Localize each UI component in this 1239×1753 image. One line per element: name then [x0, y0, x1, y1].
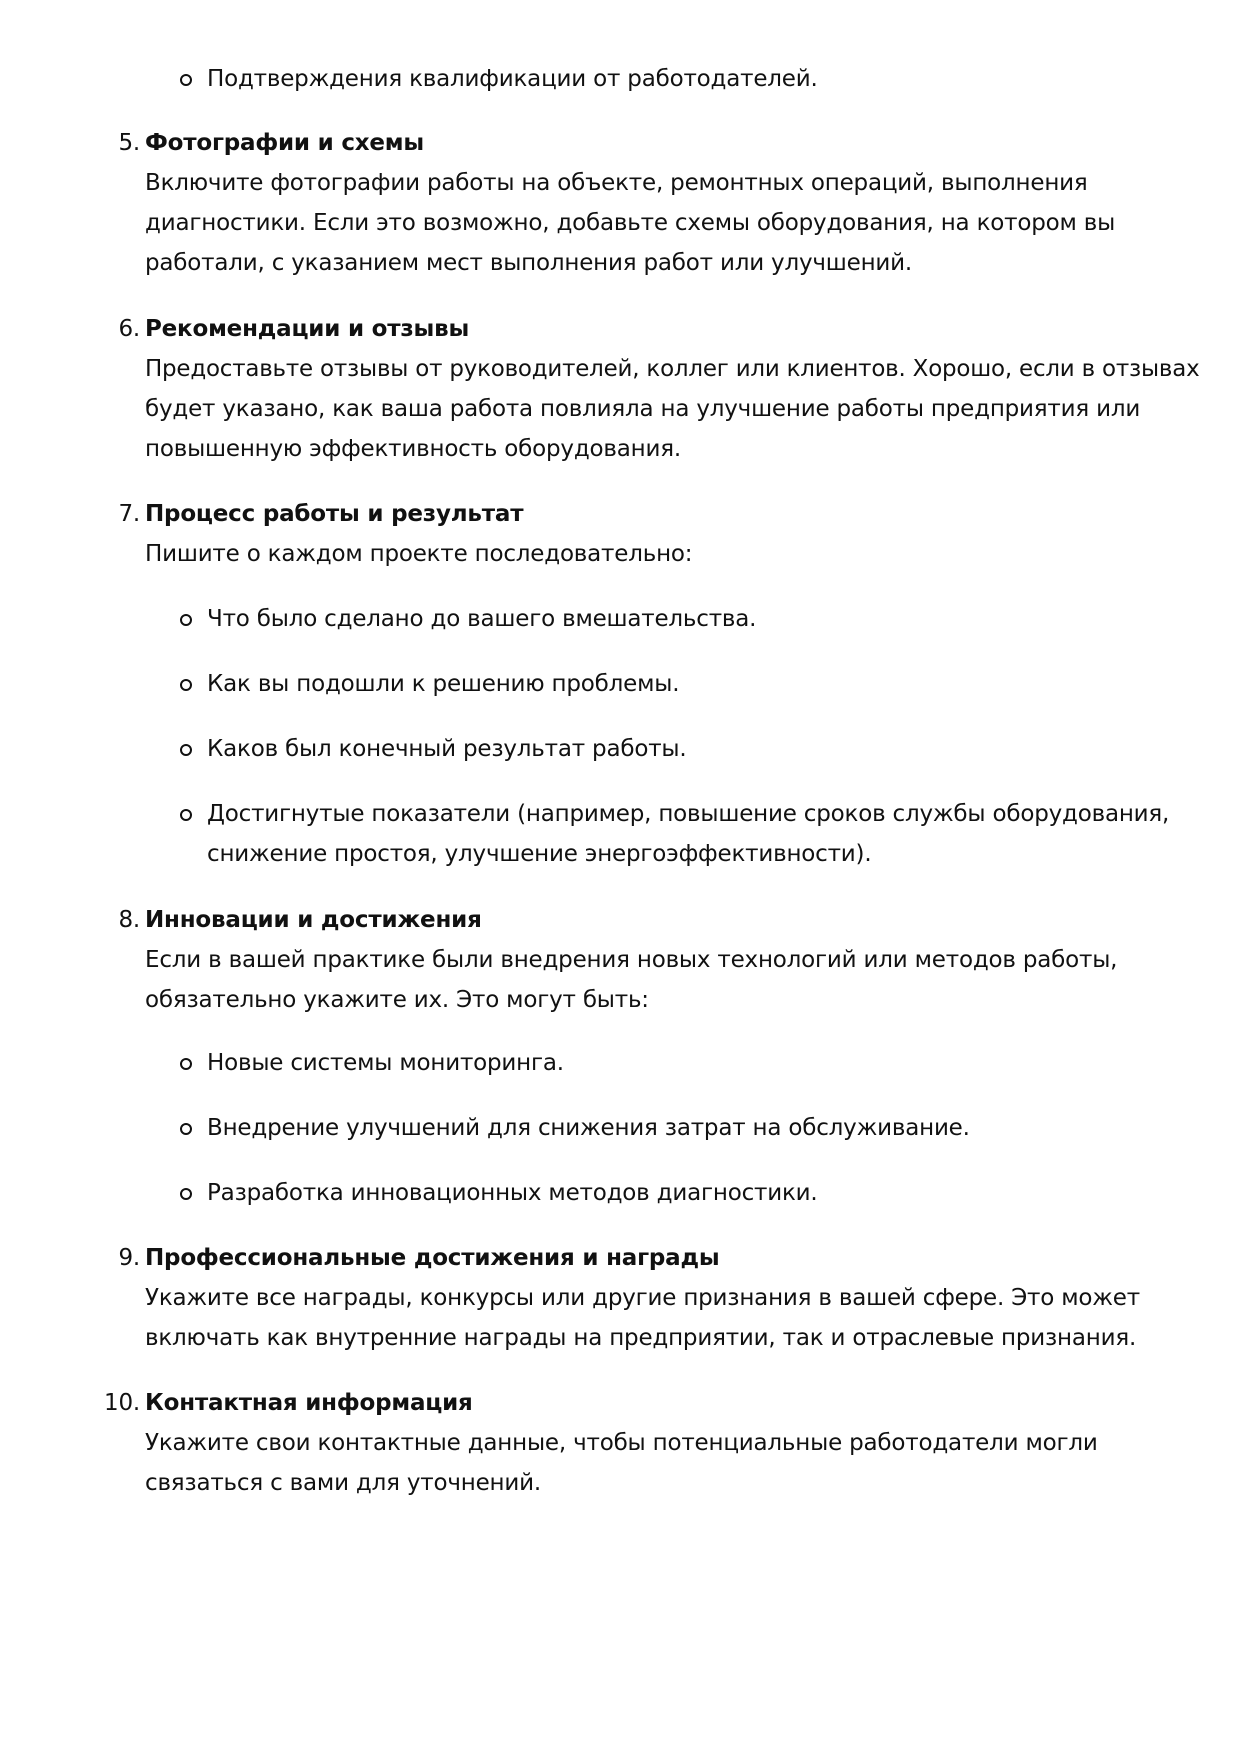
- list-item-text: Разработка инновационных методов диагностики.: [207, 1180, 818, 1206]
- body-line: повышенную эффективность оборудования.: [145, 436, 681, 462]
- section-body: [145, 163, 1115, 283]
- section-body: [145, 1278, 1140, 1358]
- list-item: [207, 729, 686, 769]
- circle-bullet-icon: [180, 74, 192, 86]
- section-number: 9.: [118, 1245, 140, 1271]
- section-number: 6.: [118, 316, 140, 342]
- list-item-text: Как вы подошли к решению проблемы.: [207, 671, 680, 697]
- body-line: обязательно укажите их. Это могут быть:: [145, 987, 649, 1013]
- circle-bullet-icon: [180, 614, 192, 626]
- section-body: [145, 940, 1117, 1020]
- list-item: [207, 794, 1169, 874]
- section-body: [145, 1423, 1098, 1503]
- body-line: Предоставьте отзывы от руководителей, коллег или клиентов. Хорошо, если в отзывах: [145, 356, 1200, 382]
- body-line: связаться с вами для уточнений.: [145, 1470, 541, 1496]
- circle-bullet-icon: [180, 679, 192, 691]
- section-number: 7.: [118, 501, 140, 527]
- list-item-text: Каков был конечный результат работы.: [207, 736, 687, 762]
- list-item: [207, 599, 756, 639]
- list-item-text: Новые системы мониторинга.: [207, 1050, 564, 1076]
- list-item-text: Что было сделано до вашего вмешательства.: [207, 606, 757, 632]
- list-item: [207, 1173, 818, 1213]
- section-body: [145, 349, 1199, 469]
- section-title: Процесс работы и результат: [145, 501, 524, 527]
- body-line: Укажите все награды, конкурсы или другие признания в вашей сфере. Это может: [145, 1285, 1140, 1311]
- section-body: [145, 534, 692, 574]
- list-item-text: снижение простоя, улучшение энергоэффективности).: [207, 841, 872, 867]
- section-title: Рекомендации и отзывы: [145, 316, 470, 342]
- body-line: Пишите о каждом проекте последовательно:: [145, 541, 693, 567]
- circle-bullet-icon: [180, 1058, 192, 1070]
- body-line: Если в вашей практике были внедрения новых технологий или методов работы,: [145, 947, 1118, 973]
- list-item-text: Достигнутые показатели (например, повышение сроков службы оборудования,: [207, 801, 1170, 827]
- body-line: диагностики. Если это возможно, добавьте схемы оборудования, на котором вы: [145, 210, 1116, 236]
- circle-bullet-icon: [180, 809, 192, 821]
- section-title: Профессиональные достижения и награды: [145, 1245, 720, 1271]
- circle-bullet-icon: [180, 1123, 192, 1135]
- list-item: [207, 59, 818, 99]
- section-title: Фотографии и схемы: [145, 130, 424, 156]
- section-title: Инновации и достижения: [145, 907, 482, 933]
- list-item: [207, 1043, 564, 1083]
- list-item: [207, 664, 679, 704]
- section-number: 10.: [104, 1390, 140, 1416]
- list-item-text: Подтверждения квалификации от работодателей.: [207, 66, 818, 92]
- list-item: [207, 1108, 970, 1148]
- body-line: включать как внутренние награды на предприятии, так и отраслевые признания.: [145, 1325, 1137, 1351]
- list-item-text: Внедрение улучшений для снижения затрат на обслуживание.: [207, 1115, 970, 1141]
- body-line: будет указано, как ваша работа повлияла на улучшение работы предприятия или: [145, 396, 1141, 422]
- body-line: Включите фотографии работы на объекте, ремонтных операций, выполнения: [145, 170, 1088, 196]
- body-line: работали, с указанием мест выполнения работ или улучшений.: [145, 250, 913, 276]
- section-number: 5.: [118, 130, 140, 156]
- section-number: 8.: [118, 907, 140, 933]
- body-line: Укажите свои контактные данные, чтобы потенциальные работодатели могли: [145, 1430, 1098, 1456]
- circle-bullet-icon: [180, 1188, 192, 1200]
- circle-bullet-icon: [180, 744, 192, 756]
- section-title: Контактная информация: [145, 1390, 473, 1416]
